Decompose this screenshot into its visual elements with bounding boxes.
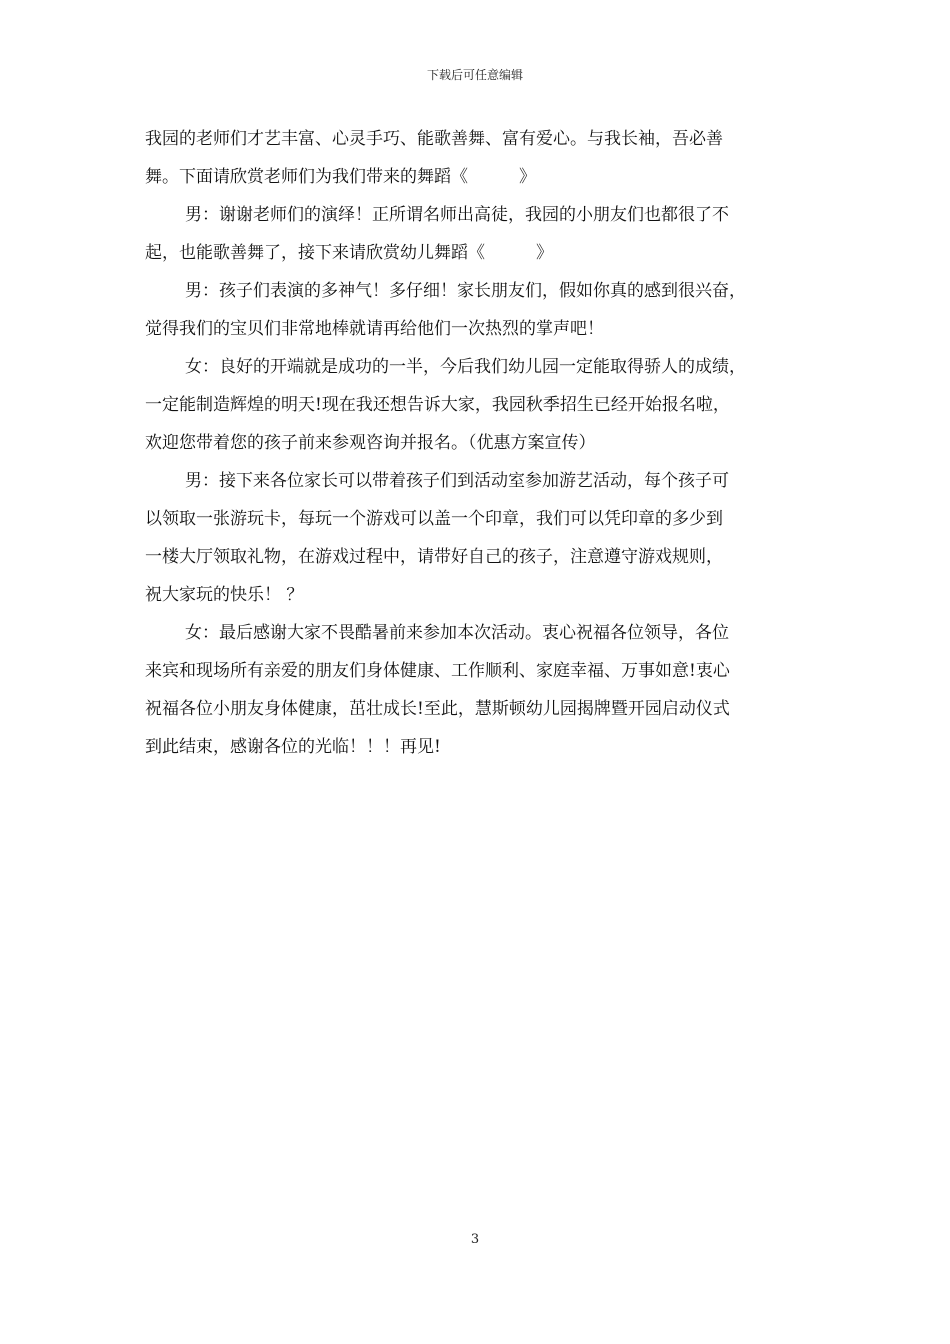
paragraph-line: 到此结束，感谢各位的光临！！！再见!: [145, 737, 441, 757]
paragraph-line: 欢迎您带着您的孩子前来参观咨询并报名。（优惠方案宣传）: [145, 433, 596, 453]
page-number: 3: [470, 1232, 480, 1247]
paragraph-applause: [145, 272, 835, 348]
paragraph-line: 舞。下面请欣赏老师们为我们带来的舞蹈《 》: [145, 167, 536, 187]
paragraph-games: [145, 462, 835, 614]
paragraph-line: 男：孩子们表演的多神气！多仔细！家长朋友们，假如你真的感到很兴奋，: [185, 281, 746, 301]
paragraph-line: 来宾和现场所有亲爱的朋友们身体健康、工作顺利、家庭幸福、万事如意!衷心: [145, 661, 730, 681]
paragraph-teacher-dance: [145, 120, 835, 196]
paragraph-line: 觉得我们的宝贝们非常地棒就请再给他们一次热烈的掌声吧！: [145, 319, 604, 339]
paragraph-closing: [145, 614, 835, 766]
paragraph-line: 一楼大厅领取礼物，在游戏过程中，请带好自己的孩子，注意遵守游戏规则，: [145, 547, 723, 567]
page-header: 下载后可任意编辑: [426, 68, 523, 82]
paragraph-enrollment: [145, 348, 835, 462]
paragraph-line: 男：谢谢老师们的演绎！正所谓名师出高徒，我园的小朋友们也都很了不: [185, 205, 729, 225]
paragraph-line: 祝大家玩的快乐！ ？: [145, 585, 304, 605]
document-body: [145, 120, 835, 766]
paragraph-line: 女：良好的开端就是成功的一半，今后我们幼儿园一定能取得骄人的成绩，: [185, 357, 746, 377]
paragraph-line: 起，也能歌善舞了，接下来请欣赏幼儿舞蹈《 》: [145, 243, 553, 263]
paragraph-line: 以领取一张游玩卡，每玩一个游戏可以盖一个印章，我们可以凭印章的多少到: [145, 509, 723, 529]
paragraph-line: 女：最后感谢大家不畏酷暑前来参加本次活动。衷心祝福各位领导，各位: [185, 623, 729, 643]
paragraph-line: 一定能制造辉煌的明天!现在我还想告诉大家，我园秋季招生已经开始报名啦，: [145, 395, 730, 415]
paragraph-line: 男：接下来各位家长可以带着孩子们到活动室参加游艺活动，每个孩子可: [185, 471, 729, 491]
paragraph-child-dance: [145, 196, 835, 272]
paragraph-line: 祝福各位小朋友身体健康，茁壮成长!至此，慧斯顿幼儿园揭牌暨开园启动仪式: [145, 699, 730, 719]
paragraph-line: 我园的老师们才艺丰富、心灵手巧、能歌善舞、富有爱心。与我长袖，吾必善: [145, 129, 723, 149]
